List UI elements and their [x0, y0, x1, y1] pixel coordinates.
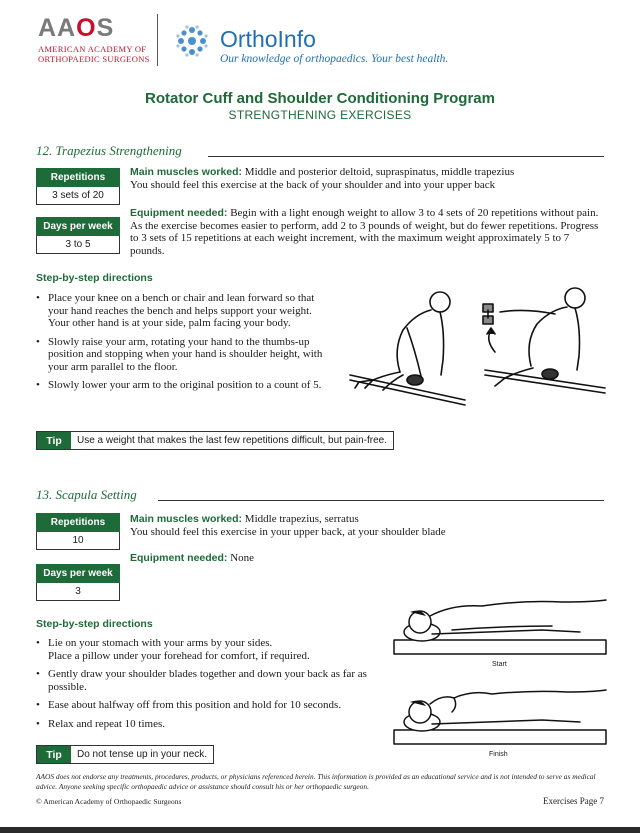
start-caption: Start — [492, 661, 507, 668]
page-header — [0, 0, 640, 80]
muscles-worked — [130, 513, 604, 538]
step-line: Lie on your stomach with your arms by your sides. — [48, 637, 273, 649]
equipment-needed — [130, 552, 604, 565]
directions-list — [36, 637, 376, 736]
tip-text: Do not tense up in your neck. — [77, 749, 208, 760]
repetitions-value: 3 sets of 20 — [36, 187, 120, 205]
aaos-name: AMERICAN ACADEMY OF ORTHOPAEDIC SURGEONS — [38, 44, 150, 64]
document-title: Rotator Cuff and Shoulder Conditioning Program — [145, 90, 495, 107]
equipment-text: None — [230, 552, 255, 564]
days-per-week-label: Days per week — [36, 217, 120, 236]
muscles-label: Main muscles worked: — [130, 166, 243, 178]
equipment-needed — [130, 207, 604, 257]
days-per-week-value: 3 — [36, 583, 120, 601]
heading-rule — [208, 156, 604, 157]
muscles-text: Middle trapezius, serratus — [244, 513, 359, 525]
exercise-13-title: 13. Scapula Setting — [36, 487, 137, 502]
orthoinfo-logo-icon — [175, 24, 209, 58]
bottom-bar — [0, 827, 640, 833]
list-item: • Ease about halfway off from this position and hold for 10 seconds. — [36, 699, 376, 712]
tip-label: Tip — [37, 432, 71, 449]
disclaimer: AAOS does not endorse any treatments, procedures, products, or physicians referenced herein. This information is provided as an educational service and is not intended to serve as medical advice. Anyone seeking specific orthopaedic advice or assistance should consult his or her orthopaedic surgeon. — [36, 772, 596, 791]
directions-heading: Step-by-step directions — [36, 618, 153, 630]
tip-box — [36, 745, 214, 764]
scapula-finish-illustration — [392, 676, 610, 751]
document-subtitle: STRENGTHENING EXERCISES — [228, 108, 412, 122]
copyright: © American Academy of Orthopaedic Surgeons — [36, 797, 182, 806]
exercise-12-heading — [36, 143, 604, 159]
equipment-label: Equipment needed: — [130, 552, 228, 564]
trapezius-exercise-illustration — [345, 280, 610, 415]
list-item: • Slowly lower your arm to the original position to a count of 5. — [36, 379, 326, 392]
finish-caption: Finish — [489, 751, 508, 758]
directions-heading: Step-by-step directions — [36, 272, 153, 284]
feel-text: You should feel this exercise at the back of your shoulder and into your upper back — [130, 178, 496, 191]
list-item — [36, 637, 376, 662]
scapula-start-illustration — [392, 590, 610, 660]
orthoinfo-tagline: Our knowledge of orthopaedics. Your best health. — [220, 53, 449, 65]
days-per-week-value: 3 to 5 — [36, 236, 120, 254]
tip-text: Use a weight that makes the last few repetitions difficult, but pain-free. — [77, 435, 387, 446]
muscles-label: Main muscles worked: — [130, 513, 243, 525]
days-per-week-label: Days per week — [36, 564, 120, 583]
repetitions-label: Repetitions — [36, 513, 120, 532]
tip-label: Tip — [37, 746, 71, 763]
feel-text: You should feel this exercise in your upper back, at your shoulder blade — [130, 525, 446, 538]
orthoinfo-title: OrthoInfo — [220, 26, 316, 52]
muscles-worked — [130, 166, 604, 191]
heading-rule — [158, 500, 604, 501]
header-divider — [157, 14, 158, 66]
list-item: • Slowly raise your arm, rotating your hand to the thumbs-up position and stopping when your hand is shoulder height, with your arm parallel to the floor. — [36, 336, 326, 374]
list-item: • Place your knee on a bench or chair and lean forward so that your hand reaches the bench and helps support your weight. Your other hand is at your side, palm facing your body. — [36, 292, 326, 330]
page-number: Exercises Page 7 — [543, 796, 604, 806]
repetitions-value: 10 — [36, 532, 120, 550]
step-line: Place a pillow under your forehead for comfort, if required. — [48, 649, 310, 662]
exercise-13-heading — [36, 487, 604, 503]
tip-box — [36, 431, 394, 450]
exercise-12-title: 12. Trapezius Strengthening — [36, 143, 182, 158]
directions-list — [36, 292, 326, 398]
equipment-text: Begin with a light enough weight to allow 3 to 4 sets of 20 repetitions without pain. As the exercise becomes easier to perform, add 2 to 3 pounds of weight, but do fewer repetitions. Progress to 3 sets of 15 repetitions at each weight increment, with the maximum weight approximately 5 to 7 pounds. — [130, 207, 599, 257]
aaos-logo: AAOS — [38, 14, 115, 42]
equipment-label: Equipment needed: — [130, 207, 228, 219]
repetitions-label: Repetitions — [36, 168, 120, 187]
muscles-text: Middle and posterior deltoid, supraspinatus, middle trapezius — [244, 166, 515, 178]
list-item: • Relax and repeat 10 times. — [36, 718, 376, 731]
list-item: • Gently draw your shoulder blades together and down your back as far as possible. — [36, 668, 376, 693]
